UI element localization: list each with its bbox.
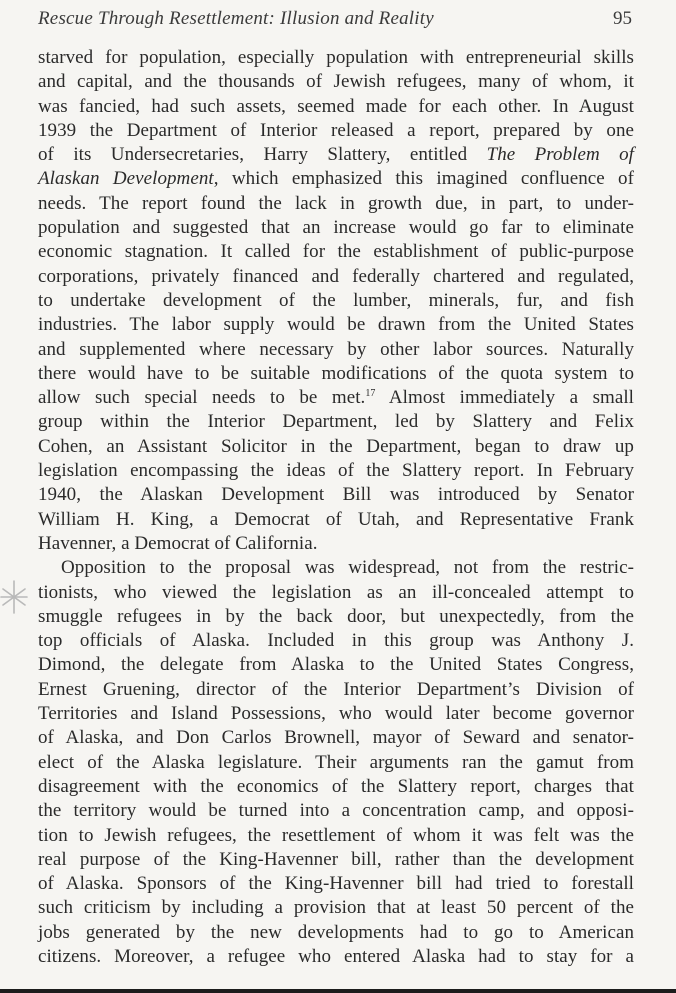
text-run: of its Undersecretaries, Harry Slattery, entitled xyxy=(38,144,487,166)
text-run: real purpose of the King-Havenner bill, rather than the development xyxy=(38,848,634,870)
text-line xyxy=(38,483,634,507)
text-line xyxy=(38,653,634,677)
italic-title-text: Alaskan Development xyxy=(38,168,214,190)
text-line xyxy=(38,70,634,94)
text-run: tionists, who viewed the legislation as an ill-concealed attempt to xyxy=(38,581,634,603)
text-line xyxy=(38,313,634,337)
text-line xyxy=(38,799,634,823)
text-run: , which emphasized this imagined confluence of xyxy=(213,168,634,190)
text-run: smuggle refugees in by the back door, but unexpectedly, from the xyxy=(38,605,634,627)
footnote-reference: 17 xyxy=(365,388,376,400)
text-line xyxy=(38,678,634,702)
text-run: there would have to be suitable modifications of the quota system to xyxy=(38,362,634,384)
text-line xyxy=(38,896,634,920)
text-line xyxy=(38,167,634,191)
text-line xyxy=(38,143,634,167)
text-run: top officials of Alaska. Included in this group was Anthony J. xyxy=(38,630,634,652)
text-line xyxy=(38,46,634,70)
text-run: Havenner, a Democrat of California. xyxy=(38,532,318,554)
text-line xyxy=(38,824,634,848)
text-line xyxy=(38,629,634,653)
text-line xyxy=(38,751,634,775)
text-run: 1939 the Department of Interior released a report, prepared by one xyxy=(38,119,634,141)
text-run: 1940, the Alaskan Development Bill was introduced by Senator xyxy=(38,484,634,506)
text-line xyxy=(38,556,634,580)
text-run: the territory would be turned into a concentration camp, and opposi- xyxy=(38,800,634,822)
text-run: and capital, and the thousands of Jewish refugees, many of whom, it xyxy=(38,71,634,93)
text-run: industries. The labor supply would be drawn from the United States xyxy=(38,314,634,336)
text-line xyxy=(38,240,634,264)
text-line xyxy=(38,921,634,945)
text-run: economic stagnation. It called for the establishment of public-purpose xyxy=(38,241,634,263)
text-run: of Alaska, and Don Carlos Brownell, mayor of Seward and senator- xyxy=(38,727,634,749)
text-run: disagreement with the economics of the Slattery report, charges that xyxy=(38,775,634,797)
body-text xyxy=(38,46,634,969)
text-line xyxy=(38,945,634,969)
text-line xyxy=(38,872,634,896)
text-run: population and suggested that an increase would go far to eliminate xyxy=(38,217,634,239)
text-run: corporations, privately financed and federally chartered and regulated, xyxy=(38,265,634,287)
text-line xyxy=(38,192,634,216)
text-line xyxy=(38,265,634,289)
text-line xyxy=(38,338,634,362)
text-line xyxy=(38,605,634,629)
text-run: of Alaska. Sponsors of the King-Havenner bill had tried to forestall xyxy=(38,873,634,895)
text-run: needs. The report found the lack in growth due, in part, to under- xyxy=(38,192,634,214)
text-run: allow such special needs to be met. xyxy=(38,387,366,409)
text-line xyxy=(38,848,634,872)
text-run: Opposition to the proposal was widespread, not from the restric- xyxy=(61,557,634,579)
text-run: William H. King, a Democrat of Utah, and Representative Frank xyxy=(38,508,634,530)
text-line xyxy=(38,532,634,556)
text-line xyxy=(38,216,634,240)
text-run: such criticism by including a provision that at least 50 percent of the xyxy=(38,897,634,919)
text-line xyxy=(38,508,634,532)
asterisk-margin-mark-icon xyxy=(0,577,28,617)
italic-title-text: The Problem of xyxy=(486,144,634,166)
running-header xyxy=(38,8,632,34)
text-run: group within the Interior Department, led by Slattery and Felix xyxy=(38,411,634,433)
text-line xyxy=(38,410,634,434)
text-line xyxy=(38,386,634,410)
text-run: tion to Jewish refugees, the resettlement of whom it was felt was the xyxy=(38,824,634,846)
text-line xyxy=(38,435,634,459)
text-run: Dimond, the delegate from Alaska to the United States Congress, xyxy=(38,654,634,676)
text-run: jobs generated by the new developments had to go to American xyxy=(38,921,634,943)
text-line xyxy=(38,289,634,313)
text-run: was fancied, had such assets, seemed made for each other. In August xyxy=(38,95,634,117)
text-run: legislation encompassing the ideas of the Slattery report. In February xyxy=(38,460,634,482)
text-line xyxy=(38,775,634,799)
text-line xyxy=(38,702,634,726)
running-title: Rescue Through Resettlement: Illusion and Reality xyxy=(38,8,434,29)
text-run: Almost immediately a small xyxy=(375,387,634,409)
text-line xyxy=(38,95,634,119)
text-run: and supplemented where necessary by other labor sources. Naturally xyxy=(38,338,634,360)
text-line xyxy=(38,119,634,143)
page-number: 95 xyxy=(613,8,632,29)
bottom-edge-rule xyxy=(0,989,676,993)
text-run: citizens. Moreover, a refugee who entered Alaska had to stay for a xyxy=(38,945,634,967)
text-run: elect of the Alaska legislature. Their arguments ran the gamut from xyxy=(38,751,634,773)
text-run: Ernest Gruening, director of the Interior Department’s Division of xyxy=(38,678,634,700)
text-run: starved for population, especially population with entrepreneurial skills xyxy=(38,47,634,68)
text-line xyxy=(38,459,634,483)
text-line xyxy=(38,581,634,605)
text-run: to undertake development of the lumber, minerals, fur, and fish xyxy=(38,289,634,311)
text-run: Cohen, an Assistant Solicitor in the Department, began to draw up xyxy=(38,435,634,457)
text-line xyxy=(38,726,634,750)
text-line xyxy=(38,362,634,386)
text-run: Territories and Island Possessions, who would later become governor xyxy=(38,703,634,725)
